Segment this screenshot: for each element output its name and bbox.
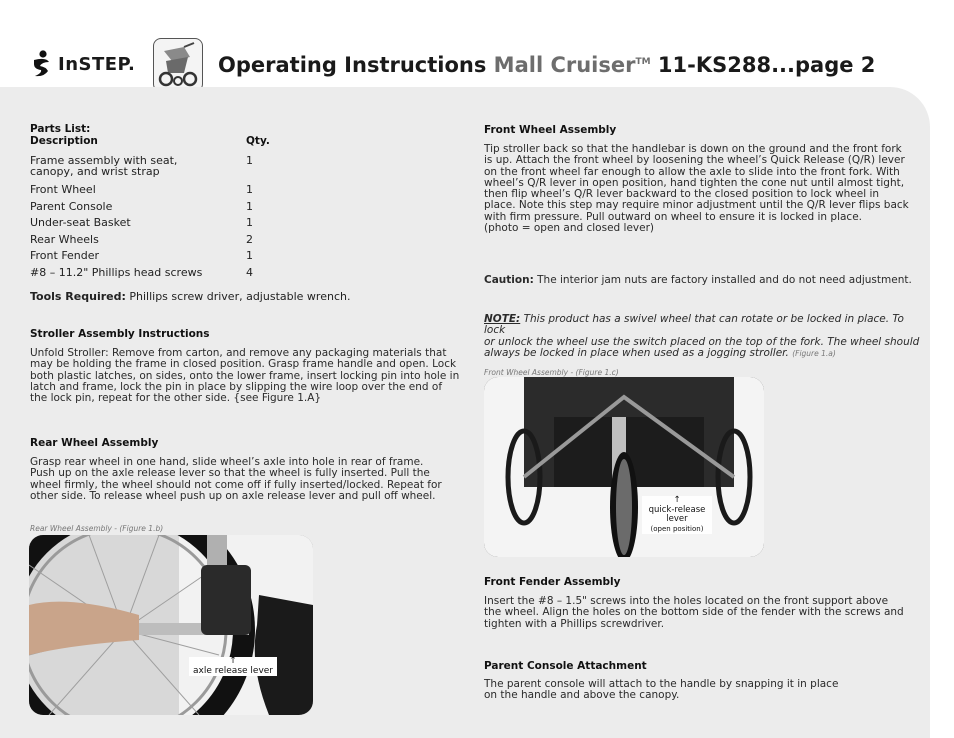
- text-line: on the handle and above the canopy.: [484, 689, 680, 702]
- title-trademark: TM: [635, 57, 651, 67]
- content-panel: [0, 87, 930, 738]
- text-line: on the front wheel far enough to allow the axle to slide into the front fork. With: [484, 165, 900, 178]
- parts-col-description: Description: [30, 135, 98, 147]
- part-qty: 1: [246, 200, 253, 213]
- rear-wheel-photo: [29, 535, 313, 715]
- text-line: Grasp rear wheel in one hand, slide wheel’s axle into hole in rear of frame.: [30, 456, 424, 468]
- title-model: 11-KS288...page 2: [657, 53, 876, 77]
- part-qty: 1: [246, 216, 253, 229]
- page-title: [218, 53, 875, 77]
- product-thumbnail: [153, 38, 203, 92]
- parts-row: [30, 217, 270, 228]
- text-line: Insert the #8 – 1.5" screws into the holes located on the front support above: [484, 595, 889, 607]
- parts-col-qty: Qty.: [246, 135, 270, 147]
- stroller-assembly-heading: Stroller Assembly Instructions: [30, 328, 210, 340]
- front-fender-text: [484, 596, 924, 630]
- photo-label-text: quick-release: [648, 504, 706, 515]
- rear-wheel-text: [30, 457, 470, 502]
- parts-list-heading: Parts List:: [30, 123, 91, 135]
- parts-row: [30, 250, 270, 261]
- note-label: NOTE:: [484, 313, 521, 325]
- photo-label-text: lever: [666, 514, 688, 524]
- rear-wheel-caption: Rear Wheel Assembly - (Figure 1.b): [30, 524, 164, 533]
- note-line: always be locked in place when used as a jogging stroller.: [484, 346, 789, 359]
- brand: [30, 50, 135, 78]
- brand-name: InSTEP.: [58, 53, 136, 75]
- part-desc-2: canopy, and wrist strap: [30, 165, 160, 178]
- axle-release-label: [189, 657, 277, 676]
- part-desc: Under-seat Basket: [30, 216, 131, 229]
- part-qty: 1: [246, 183, 253, 196]
- tools-required: [30, 291, 350, 303]
- parts-row: [30, 184, 270, 195]
- text-line: wheel firmly, the wheel should not come off if fully inserted/locked. Repeat for: [30, 478, 442, 491]
- text-line: then flip wheel’s Q/R lever backward to the closed position to lock wheel in: [484, 188, 880, 201]
- text-line: [484, 314, 924, 337]
- note-line: or unlock the wheel use the switch placed on the top of the fork. The wheel should: [484, 335, 920, 348]
- note-block: [484, 314, 924, 359]
- title-main: Operating Instructions: [218, 53, 487, 77]
- text-line: Unfold Stroller: Remove from carton, and remove any packaging materials that: [30, 347, 447, 359]
- part-desc: #8 – 11.2" Phillips head screws: [30, 266, 203, 279]
- text-line: latch and frame, lock the pin in place by slipping the wire loop over the end of: [30, 380, 443, 393]
- rear-wheel-illustration: [29, 535, 313, 715]
- quick-release-label: [642, 496, 712, 534]
- text-line: both plastic latches, on sides, onto the lower frame, insert locking pin into hole in: [30, 369, 460, 382]
- part-desc: Frame assembly with seat,: [30, 154, 178, 167]
- stroller-assembly-text: [30, 348, 470, 404]
- caution-note: [484, 275, 924, 286]
- parts-row: [30, 201, 270, 212]
- parts-row: [30, 155, 270, 177]
- parts-row: [30, 234, 270, 245]
- text-line: [484, 348, 924, 359]
- caution-text: The interior jam nuts are factory installed and do not need adjustment.: [537, 274, 912, 286]
- part-desc: Rear Wheels: [30, 233, 99, 246]
- part-qty: 4: [246, 266, 253, 279]
- rear-wheel-heading: Rear Wheel Assembly: [30, 437, 159, 449]
- tools-label: Tools Required:: [30, 290, 126, 303]
- front-wheel-illustration: [484, 377, 764, 557]
- part-qty: 1: [246, 249, 253, 262]
- text-line: may be holding the frame in closed position. Grasp frame handle and open. Lock: [30, 358, 457, 371]
- part-desc: Front Wheel: [30, 183, 96, 196]
- up-arrow-icon: ↑: [229, 656, 237, 666]
- stroller-icon: [154, 39, 201, 90]
- part-desc: Parent Console: [30, 200, 113, 213]
- part-desc: Front Fender: [30, 249, 100, 262]
- front-wheel-text: [484, 144, 924, 234]
- text-line: Push up on the axle release lever so that the wheel is fully inserted. Pull the: [30, 467, 430, 480]
- title-product: Mall Cruiser: [493, 53, 636, 77]
- photo-label-text: axle release lever: [192, 665, 274, 676]
- note-line: This product has a swivel wheel that can rotate or be locked in place. To lock: [484, 313, 904, 337]
- front-wheel-photo: [484, 377, 764, 557]
- text-line: with firm pressure. Pull outward on wheel to ensure it is locked in place.: [484, 210, 862, 223]
- text-line: Tip stroller back so that the handlebar is down on the ground and the front fork: [484, 143, 902, 155]
- text-line: place. Note this step may require minor adjustment until the Q/R lever flips back: [484, 199, 909, 212]
- text-line: (photo = open and closed lever): [484, 222, 654, 235]
- front-fender-heading: Front Fender Assembly: [484, 576, 621, 588]
- front-wheel-caption: Front Wheel Assembly - (Figure 1.c): [484, 368, 619, 377]
- instep-logo-icon: [30, 50, 52, 78]
- text-line: the lock pin, repeat for the other side. {see Figure 1.A}: [30, 392, 322, 405]
- parts-row: [30, 267, 270, 278]
- text-line: other side. To release wheel push up on axle release lever and pull off wheel.: [30, 489, 436, 502]
- part-qty: 2: [246, 233, 253, 246]
- tools-text: Phillips screw driver, adjustable wrench.: [129, 290, 351, 303]
- part-qty: 1: [246, 154, 253, 167]
- caution-label: Caution:: [484, 274, 534, 286]
- parent-console-heading: Parent Console Attachment: [484, 660, 647, 672]
- text-line: is up. Attach the front wheel by loosening the wheel’s Quick Release (Q/R) lever: [484, 154, 905, 167]
- up-arrow-icon: ↑: [673, 495, 681, 505]
- text-line: tighten with a Phillips screwdriver.: [484, 617, 665, 630]
- text-line: wheel’s Q/R lever in open position, hand tighten the cone nut until almost tight,: [484, 176, 905, 189]
- parent-console-text: [484, 679, 924, 702]
- front-wheel-heading: Front Wheel Assembly: [484, 124, 617, 136]
- note-ref: (Figure 1.a): [792, 348, 836, 358]
- photo-label-text: (open position): [650, 524, 704, 533]
- page-header: [0, 0, 954, 95]
- text-line: the wheel. Align the holes on the bottom side of the fender with the screws and: [484, 606, 904, 619]
- text-line: The parent console will attach to the handle by snapping it in place: [484, 678, 839, 690]
